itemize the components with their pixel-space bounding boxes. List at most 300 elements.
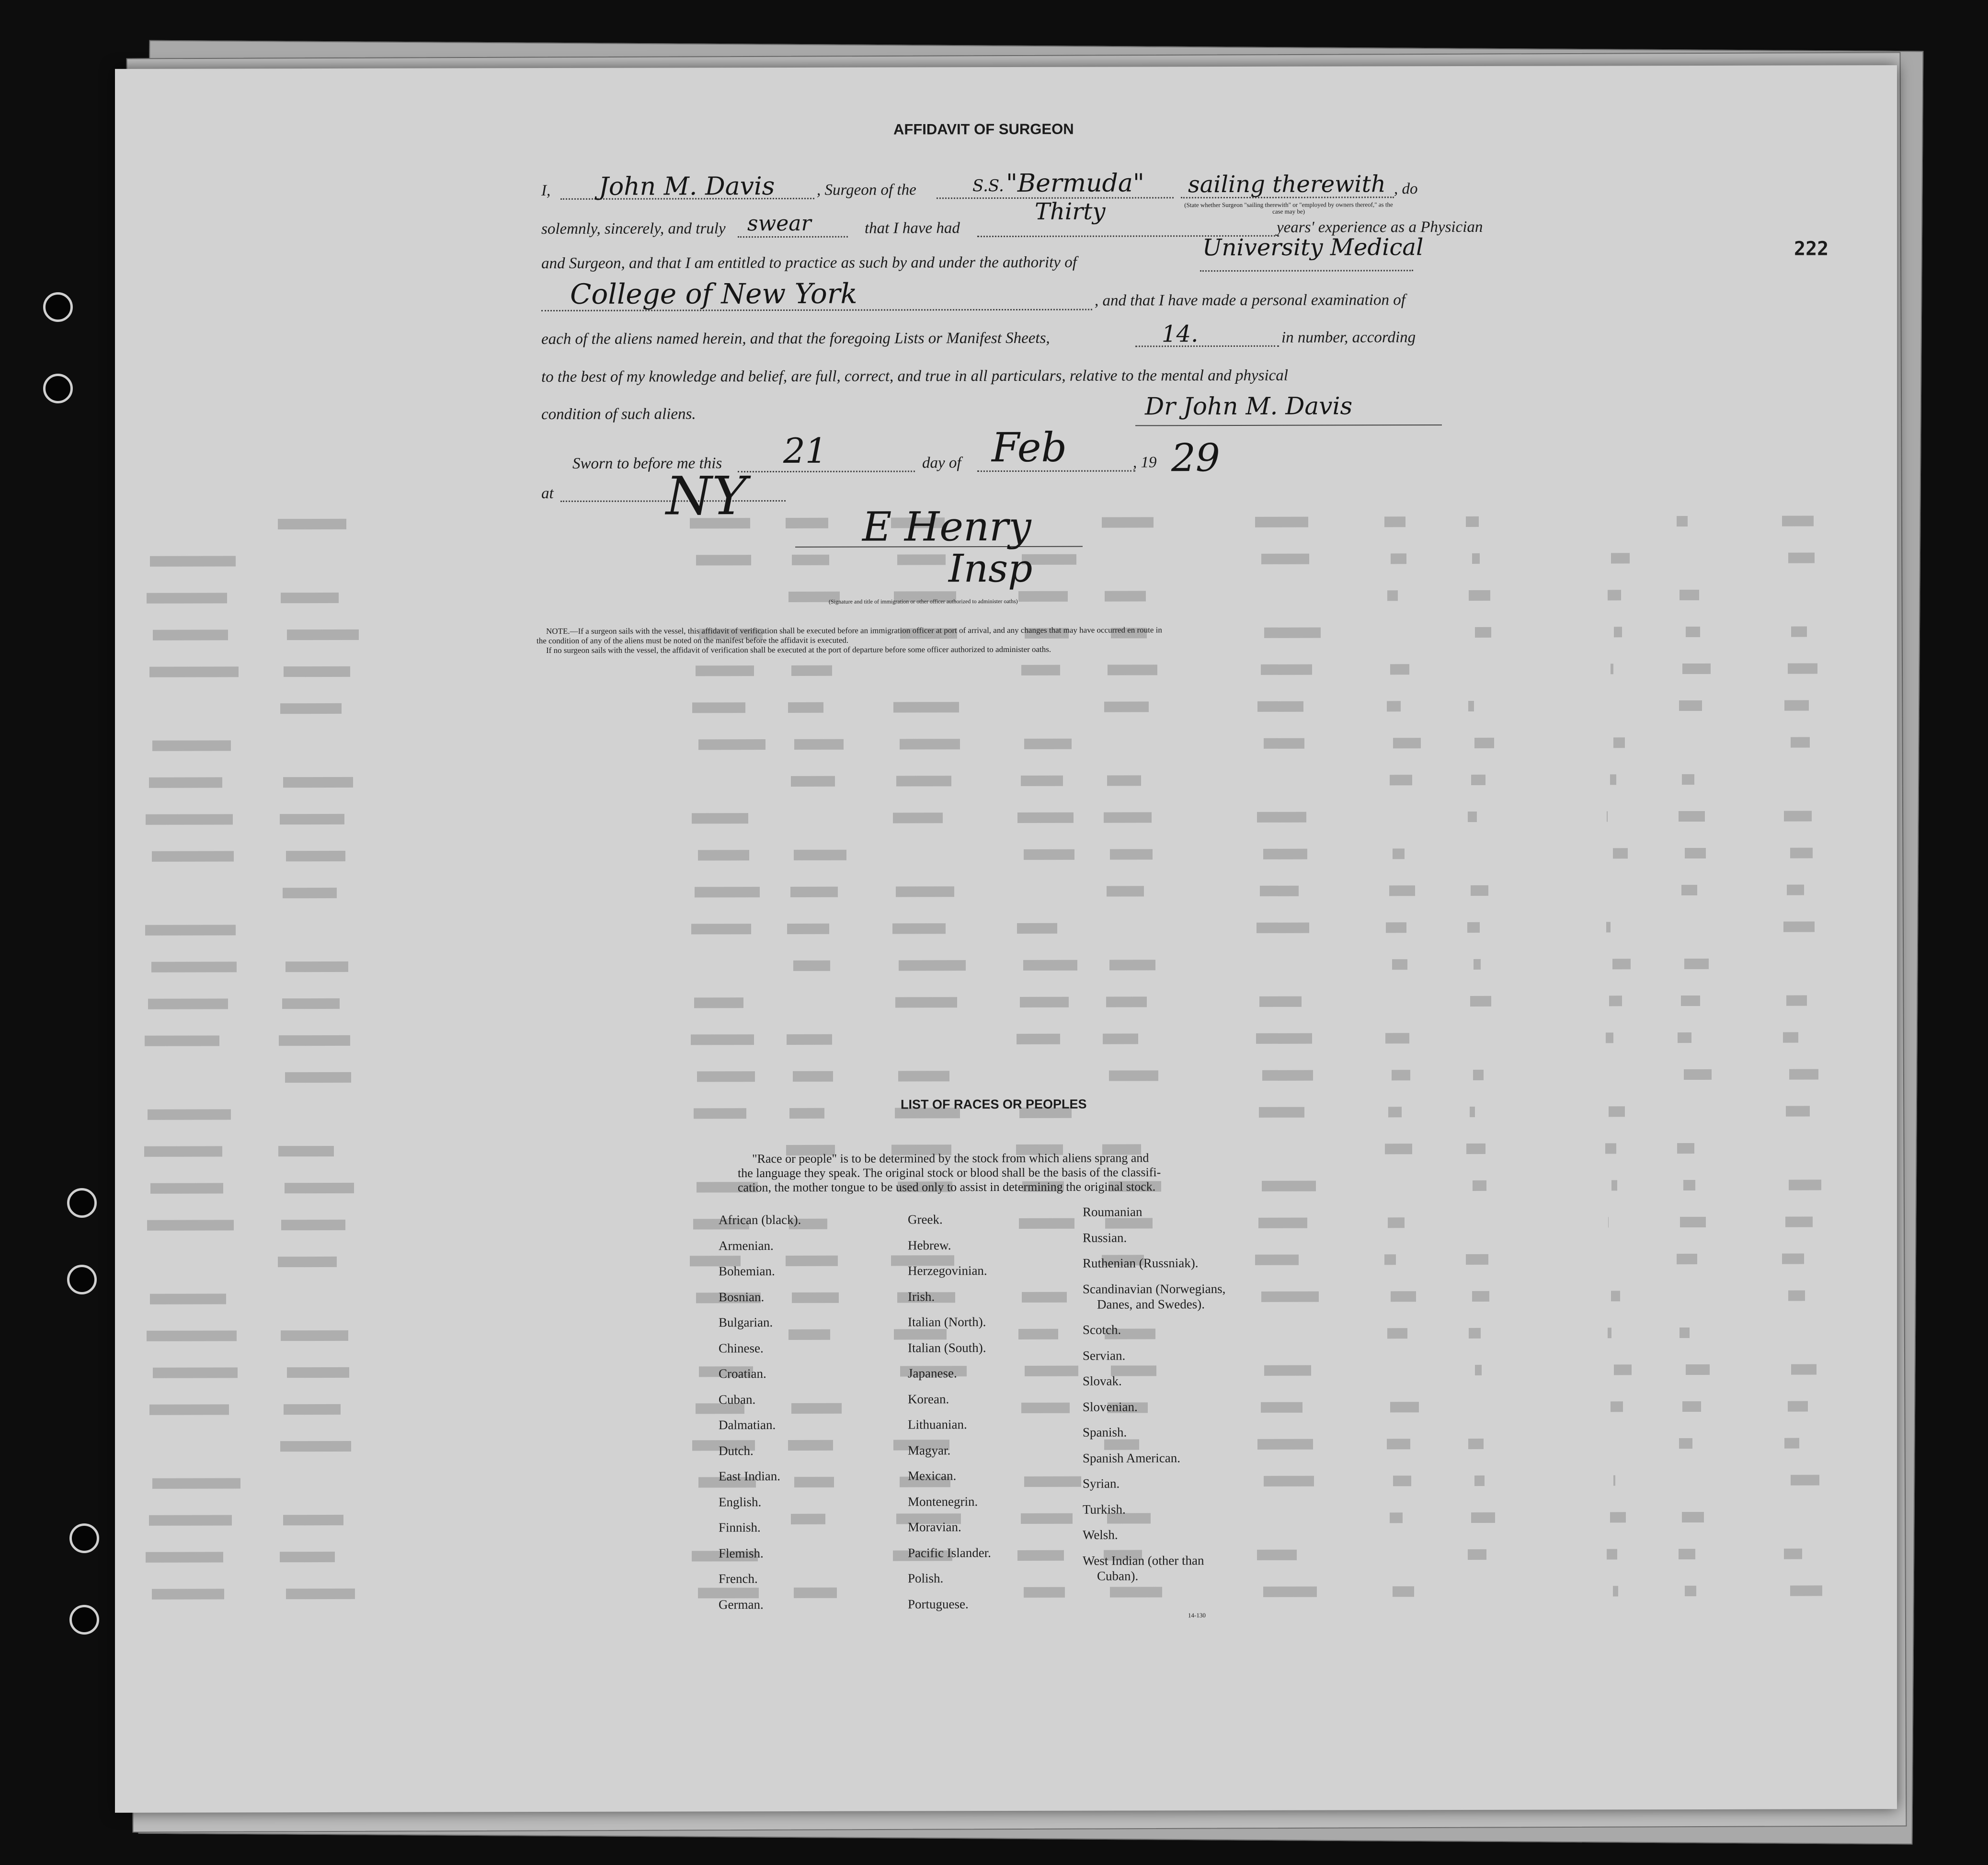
bleed-through-mark: [1607, 1549, 1617, 1559]
bleed-through-mark: [1612, 959, 1631, 969]
bleed-through-mark: [1257, 923, 1309, 933]
bleed-through-mark: [1789, 1179, 1821, 1190]
bleed-through-mark: [791, 1514, 825, 1524]
sworn-year-prefix: , 19: [1133, 454, 1157, 471]
bleed-through-mark: [283, 888, 337, 898]
bleed-through-mark: [692, 702, 745, 713]
bleed-through-mark: [1786, 1106, 1810, 1116]
bleed-through-mark: [1264, 1476, 1314, 1487]
bleed-through-mark: [1024, 739, 1072, 749]
bleed-through-mark: [1791, 626, 1807, 637]
bleed-through-mark: [149, 777, 222, 788]
bleed-through-mark: [1608, 590, 1621, 600]
bleed-through-mark: [1788, 552, 1815, 563]
bleed-through-mark: [1107, 886, 1144, 896]
sworn-text-b: day of: [922, 454, 961, 472]
bleed-through-mark: [1471, 1512, 1495, 1523]
bleed-through-mark: [280, 703, 342, 714]
bleed-through-mark: [146, 1552, 223, 1562]
bleed-through-mark: [1784, 700, 1809, 710]
bleed-through-mark: [1786, 995, 1807, 1006]
race-item: Flemish.: [719, 1545, 764, 1560]
race-item: Japanese.: [908, 1366, 957, 1381]
bleed-through-mark: [1468, 1549, 1486, 1560]
bleed-through-mark: [149, 1404, 229, 1415]
bleed-through-mark: [1680, 590, 1699, 600]
bleed-through-mark: [1678, 1032, 1691, 1043]
bleed-through-mark: [148, 1109, 231, 1120]
bleed-through-mark: [1017, 1034, 1060, 1044]
at-label: at: [541, 484, 554, 503]
bleed-through-mark: [150, 556, 236, 566]
bleed-through-mark: [900, 739, 960, 749]
race-item: Pacific Islander.: [908, 1545, 991, 1560]
bleed-through-mark: [691, 1034, 754, 1045]
bleed-through-mark: [278, 1257, 337, 1267]
race-item: Cuban.: [719, 1392, 756, 1407]
bleed-through-mark: [1686, 627, 1700, 637]
bleed-through-mark: [1682, 1512, 1704, 1522]
bleed-through-mark: [1024, 1476, 1081, 1487]
bleed-through-mark: [1472, 553, 1480, 564]
bleed-through-mark: [1611, 1401, 1623, 1412]
bleed-through-mark: [1025, 1366, 1078, 1376]
bleed-through-mark: [1782, 515, 1814, 526]
bleed-through-mark: [1468, 812, 1477, 822]
bleed-through-mark: [1791, 1364, 1817, 1374]
bleed-through-mark: [1679, 1549, 1695, 1559]
bleed-through-mark: [1384, 516, 1405, 527]
bleed-through-mark: [1019, 1218, 1074, 1229]
bleed-through-mark: [1257, 701, 1303, 712]
bleed-through-mark: [1385, 1033, 1409, 1043]
bleed-through-mark: [1782, 1254, 1804, 1264]
race-item: German.: [719, 1597, 764, 1612]
race-item: West Indian (other than: [1083, 1553, 1204, 1568]
race-item: Italian (North).: [908, 1315, 986, 1329]
bleed-through-mark: [1259, 1107, 1304, 1118]
race-item: Chinese.: [719, 1340, 764, 1355]
bleed-through-mark: [1475, 627, 1491, 638]
race-item: Russian.: [1083, 1230, 1127, 1245]
bleed-through-mark: [696, 665, 754, 676]
affidavit-line1-a: I,: [541, 182, 551, 200]
race-item: Moravian.: [908, 1520, 961, 1534]
bleed-through-mark: [1788, 1291, 1805, 1301]
bleed-through-mark: [1785, 1216, 1813, 1227]
bleed-through-mark: [1104, 701, 1149, 712]
bleed-through-mark: [1257, 1550, 1297, 1560]
bleed-through-mark: [1613, 1586, 1618, 1596]
bleed-through-mark: [152, 851, 234, 861]
bleed-through-mark: [1023, 960, 1077, 971]
bleed-through-mark: [896, 886, 954, 897]
bleed-through-mark: [1466, 516, 1479, 527]
bleed-through-mark: [1790, 847, 1813, 858]
bleed-through-mark: [278, 519, 346, 529]
bleed-through-mark: [1474, 738, 1494, 748]
vessel-name: "Bermuda": [1006, 169, 1144, 198]
bleed-through-mark: [1024, 849, 1074, 860]
bleed-through-mark: [1255, 1255, 1299, 1265]
bleed-through-mark: [1390, 775, 1412, 785]
bleed-through-mark: [792, 1293, 839, 1303]
bleed-through-mark: [791, 1403, 842, 1414]
race-item: African (black).: [719, 1212, 801, 1227]
bleed-through-mark: [284, 1404, 341, 1415]
race-item: Polish.: [908, 1571, 944, 1586]
races-intro-2: the language they speak. The original stock or blood shall be the basis of the classifi-: [738, 1165, 1161, 1180]
race-item: Finnish.: [719, 1520, 761, 1535]
note-line-1: NOTE.—If a surgeon sails with the vessel, this affidavit of verification shall be executed before an immigration officer at port of arrival, and any changes that may have occurred en route in: [546, 625, 1162, 636]
bleed-through-mark: [152, 1478, 240, 1488]
affidavit-line2-c: years' experience as a Physician: [1277, 218, 1483, 236]
bleed-through-mark: [791, 776, 835, 787]
bleed-through-mark: [794, 850, 846, 860]
bleed-through-mark: [1021, 1403, 1070, 1413]
bleed-through-mark: [1472, 1291, 1489, 1302]
bleed-through-mark: [1388, 1217, 1405, 1228]
bleed-through-mark: [1471, 775, 1485, 785]
bleed-through-mark: [1391, 1291, 1416, 1302]
bleed-through-mark: [281, 593, 339, 603]
bleed-through-mark: [279, 1035, 350, 1046]
race-item: Cuban).: [1097, 1568, 1139, 1583]
bleed-through-mark: [1611, 664, 1613, 674]
surgeon-name: John M. Davis: [599, 172, 775, 201]
bleed-through-mark: [1021, 665, 1060, 675]
bleed-through-mark: [692, 813, 748, 824]
bleed-through-mark: [1473, 1070, 1484, 1080]
race-item: Portuguese.: [908, 1596, 969, 1611]
bleed-through-mark: [148, 998, 228, 1009]
bleed-through-mark: [793, 1071, 833, 1082]
bleed-through-mark: [1611, 553, 1630, 563]
bleed-through-mark: [1106, 996, 1147, 1007]
bleed-through-mark: [1018, 591, 1068, 602]
bleed-through-mark: [1679, 811, 1705, 822]
affidavit-line2-b: that I have had: [865, 219, 960, 237]
bleed-through-mark: [694, 997, 743, 1008]
years-experience: Thirty: [1035, 198, 1106, 225]
bleed-through-mark: [794, 1588, 837, 1598]
bleed-through-mark: [1108, 664, 1157, 675]
bleed-through-mark: [278, 1146, 334, 1156]
bleed-through-mark: [147, 593, 227, 603]
bleed-through-mark: [1259, 996, 1302, 1007]
bleed-through-mark: [1783, 921, 1815, 932]
bleed-through-mark: [1105, 1218, 1153, 1228]
bleed-through-mark: [1261, 1292, 1319, 1302]
sworn-text-a: Sworn to before me this: [572, 455, 722, 472]
oath-word: swear: [747, 211, 811, 236]
bleed-through-mark: [1256, 1033, 1312, 1044]
race-item: Armenian.: [719, 1238, 774, 1253]
race-item: Bohemian.: [719, 1264, 775, 1279]
race-item: Roumanian: [1083, 1204, 1143, 1219]
bleed-through-mark: [1474, 959, 1481, 970]
bleed-through-mark: [286, 851, 345, 861]
bleed-through-mark: [151, 961, 237, 972]
affidavit-line1-c: , do: [1394, 180, 1418, 198]
bleed-through-mark: [1784, 1549, 1802, 1559]
race-item: Croatian.: [719, 1366, 766, 1381]
bleed-through-mark: [1788, 663, 1817, 674]
bleed-through-mark: [1471, 885, 1488, 896]
bleed-through-mark: [1258, 1218, 1307, 1228]
bleed-through-mark: [152, 1589, 224, 1599]
page-number: 222: [1794, 238, 1829, 260]
bleed-through-mark: [1613, 848, 1628, 858]
bleed-through-mark: [1385, 1144, 1412, 1154]
races-intro-3: cation, the mother tongue to be used only to assist in determining the original stock.: [738, 1179, 1156, 1195]
bleed-through-mark: [1788, 1401, 1808, 1411]
bleed-through-mark: [1104, 1439, 1139, 1450]
bleed-through-mark: [1611, 1180, 1617, 1190]
binder-hole: [43, 292, 73, 322]
race-item: Korean.: [908, 1391, 949, 1406]
races-intro-1: "Race or people" is to be determined by the stock from which aliens sprang and: [752, 1151, 1149, 1166]
bleed-through-mark: [788, 702, 823, 713]
bleed-through-mark: [1393, 738, 1421, 748]
bleed-through-mark: [283, 777, 353, 788]
bleed-through-mark: [1682, 1401, 1701, 1412]
bleed-through-mark: [899, 960, 966, 971]
affidavit-line4: , and that I have made a personal examination of: [1095, 291, 1405, 309]
affidavit-line7: condition of such aliens.: [541, 405, 696, 423]
bleed-through-mark: [1392, 959, 1407, 970]
bleed-through-mark: [1262, 1070, 1313, 1081]
bleed-through-mark: [1475, 1365, 1482, 1375]
bleed-through-mark: [1609, 995, 1622, 1006]
bleed-through-mark: [1677, 1143, 1694, 1154]
race-item: East Indian.: [719, 1468, 780, 1484]
bleed-through-mark: [1610, 774, 1616, 785]
bleed-through-mark: [152, 740, 231, 751]
bleed-through-mark: [1468, 701, 1474, 711]
bleed-through-mark: [1679, 700, 1702, 711]
race-item: Greek.: [908, 1212, 943, 1227]
bleed-through-mark: [1261, 554, 1309, 564]
bleed-through-mark: [287, 629, 359, 640]
bleed-through-mark: [794, 1477, 834, 1487]
bleed-through-mark: [286, 1589, 355, 1599]
bleed-through-mark: [1681, 885, 1697, 895]
affidavit-line1-b: , Surgeon of the: [817, 181, 916, 199]
bleed-through-mark: [1391, 553, 1406, 564]
bleed-through-rows: [115, 65, 1897, 1813]
bleed-through-mark: [1017, 923, 1057, 934]
race-item: Bulgarian.: [719, 1315, 773, 1330]
bleed-through-mark: [1105, 591, 1146, 601]
bleed-through-mark: [1387, 1439, 1410, 1449]
bleed-through-mark: [697, 1071, 755, 1082]
bleed-through-mark: [1680, 1217, 1706, 1227]
bleed-through-mark: [1264, 1365, 1311, 1376]
bleed-through-mark: [153, 1367, 238, 1378]
bleed-through-mark: [893, 702, 959, 712]
bleed-through-mark: [1388, 1107, 1402, 1117]
manifest-sheet: [115, 65, 1897, 1813]
sheets-rule: [1135, 345, 1279, 347]
race-item: Scotch.: [1083, 1322, 1121, 1337]
race-item: Italian (South).: [908, 1340, 986, 1355]
bleed-through-mark: [1261, 664, 1312, 675]
bleed-through-mark: [1257, 812, 1306, 823]
bleed-through-mark: [1605, 1143, 1616, 1154]
bleed-through-mark: [1791, 1475, 1819, 1485]
bleed-through-mark: [790, 887, 838, 897]
affidavit-title: AFFIDAVIT OF SURGEON: [893, 120, 1074, 138]
bleed-through-mark: [1386, 922, 1406, 933]
sailing-status: sailing therewith: [1188, 171, 1386, 198]
bleed-through-mark: [280, 1441, 351, 1452]
bleed-through-mark: [1393, 1476, 1411, 1486]
bleed-through-mark: [1264, 628, 1321, 638]
bleed-through-mark: [1389, 885, 1415, 896]
bleed-through-mark: [1110, 849, 1153, 859]
bleed-through-mark: [794, 739, 844, 750]
bleed-through-mark: [1684, 959, 1709, 969]
bleed-through-mark: [1390, 1512, 1403, 1523]
bleed-through-mark: [1614, 1364, 1632, 1375]
bleed-through-mark: [1392, 1070, 1410, 1080]
race-item: Servian.: [1083, 1348, 1126, 1363]
bleed-through-mark: [1387, 590, 1398, 601]
race-item: Herzegovinian.: [908, 1263, 987, 1278]
note-line-3: If no surgeon sails with the vessel, the affidavit of verification shall be executed at the port of departure before some officer authorized to administer oaths.: [546, 644, 1051, 655]
race-item: Danes, and Swedes).: [1097, 1296, 1205, 1312]
officer-caption: (Signature and title of immigration or other officer authorized to administer oaths): [829, 597, 1018, 605]
race-item: Hebrew.: [908, 1237, 951, 1252]
bleed-through-mark: [1466, 1254, 1488, 1265]
vessel-prefix: S.S.: [972, 176, 1004, 196]
bleed-through-mark: [1255, 517, 1308, 527]
race-item: Spanish American.: [1083, 1450, 1180, 1465]
bleed-through-mark: [1468, 1439, 1484, 1449]
authority-line-2: College of New York: [570, 277, 857, 310]
sailing-note: (State whether Surgeon "sailing therewith" or "employed by owners thereof," as the case may be): [1184, 201, 1393, 215]
race-item: Magyar.: [908, 1442, 951, 1457]
bleed-through-mark: [1608, 1327, 1611, 1338]
affidavit-line6: to the best of my knowledge and belief, are full, correct, and true in all particulars, relative to the mental and physical: [541, 366, 1288, 386]
bleed-through-mark: [281, 1330, 348, 1341]
bleed-through-mark: [1606, 922, 1611, 932]
bleed-through-mark: [1021, 1513, 1073, 1524]
race-item: Lithuanian.: [908, 1417, 967, 1432]
bleed-through-mark: [788, 1329, 830, 1340]
race-item: Dutch.: [719, 1443, 754, 1458]
bleed-through-mark: [1613, 737, 1625, 748]
oath-rule: [738, 236, 848, 238]
bleed-through-mark: [146, 814, 233, 824]
bleed-through-mark: [1683, 1180, 1695, 1190]
bleed-through-mark: [894, 1329, 947, 1339]
binder-hole: [67, 1188, 97, 1218]
sworn-month: Feb: [992, 423, 1067, 471]
bleed-through-mark: [1613, 1475, 1615, 1486]
bleed-through-mark: [145, 1035, 219, 1046]
bleed-through-mark: [792, 555, 829, 565]
bleed-through-mark: [1606, 1032, 1613, 1043]
bleed-through-mark: [1682, 664, 1711, 674]
bleed-through-mark: [1024, 1587, 1065, 1598]
bleed-through-mark: [793, 961, 830, 971]
bleed-through-mark: [1022, 1292, 1067, 1303]
officer-signature: E Henry: [862, 503, 1031, 550]
bleed-through-mark: [285, 1072, 351, 1083]
race-item: Mexican.: [908, 1468, 957, 1483]
authority-line-1: University Medical: [1202, 234, 1424, 262]
affidavit-line3: and Surgeon, and that I am entitled to practice as such by and under the authority of: [541, 253, 1077, 273]
bleed-through-mark: [1021, 776, 1063, 786]
bleed-through-mark: [283, 1515, 343, 1525]
bleed-through-mark: [1264, 738, 1304, 749]
race-item: Bosnian.: [719, 1289, 765, 1304]
sworn-place: NY: [666, 465, 747, 527]
race-item: Montenegrin.: [908, 1494, 978, 1509]
bleed-through-mark: [1609, 1106, 1625, 1117]
bleed-through-mark: [1685, 848, 1706, 858]
race-item: English.: [719, 1494, 762, 1509]
bleed-through-mark: [1109, 1070, 1158, 1081]
bleed-through-mark: [1466, 1144, 1485, 1154]
bleed-through-mark: [1790, 1585, 1822, 1596]
sworn-day: 21: [783, 430, 827, 471]
bleed-through-mark: [1390, 1402, 1419, 1412]
race-item: Syrian.: [1083, 1476, 1120, 1491]
bleed-through-mark: [1677, 1254, 1697, 1264]
bleed-through-mark: [145, 925, 236, 935]
bleed-through-mark: [1784, 811, 1812, 821]
bleed-through-mark: [284, 666, 350, 677]
bleed-through-mark: [1387, 1328, 1407, 1339]
bleed-through-mark: [698, 850, 749, 860]
bleed-through-mark: [1783, 1032, 1798, 1043]
bleed-through-mark: [1018, 1329, 1058, 1339]
bleed-through-mark: [691, 924, 751, 934]
bleed-through-mark: [1260, 886, 1299, 896]
bleed-through-mark: [1469, 1328, 1481, 1339]
bleed-through-mark: [791, 665, 832, 676]
bleed-through-mark: [149, 1515, 232, 1525]
race-item: Spanish.: [1083, 1425, 1127, 1440]
bleed-through-mark: [1787, 885, 1804, 895]
binder-hole: [69, 1523, 99, 1553]
affidavit-line5-a: each of the aliens named herein, and that the foregoing Lists or Manifest Sheets,: [541, 329, 1050, 348]
race-item: Ruthenian (Russniak).: [1083, 1256, 1199, 1270]
bleed-through-mark: [698, 739, 765, 750]
bleed-through-mark: [1103, 1033, 1138, 1044]
bleed-through-mark: [1262, 1181, 1316, 1191]
bleed-through-mark: [1677, 516, 1688, 526]
bleed-through-mark: [1789, 1069, 1818, 1079]
bleed-through-mark: [1685, 1586, 1696, 1596]
bleed-through-mark: [696, 555, 751, 565]
bleed-through-mark: [1263, 1587, 1317, 1597]
race-item: Slovak.: [1083, 1373, 1122, 1388]
sheet-count: 14.: [1162, 320, 1199, 348]
bleed-through-mark: [285, 1183, 354, 1193]
bleed-through-mark: [1610, 1512, 1626, 1522]
bleed-through-mark: [789, 1108, 824, 1119]
race-item: Irish.: [908, 1289, 935, 1304]
bleed-through-mark: [1784, 1438, 1799, 1449]
bleed-through-mark: [1102, 517, 1154, 527]
surgeon-signature: Dr John M. Davis: [1145, 392, 1353, 421]
bleed-through-mark: [1387, 701, 1401, 711]
form-code: 14-130: [1188, 1612, 1206, 1619]
